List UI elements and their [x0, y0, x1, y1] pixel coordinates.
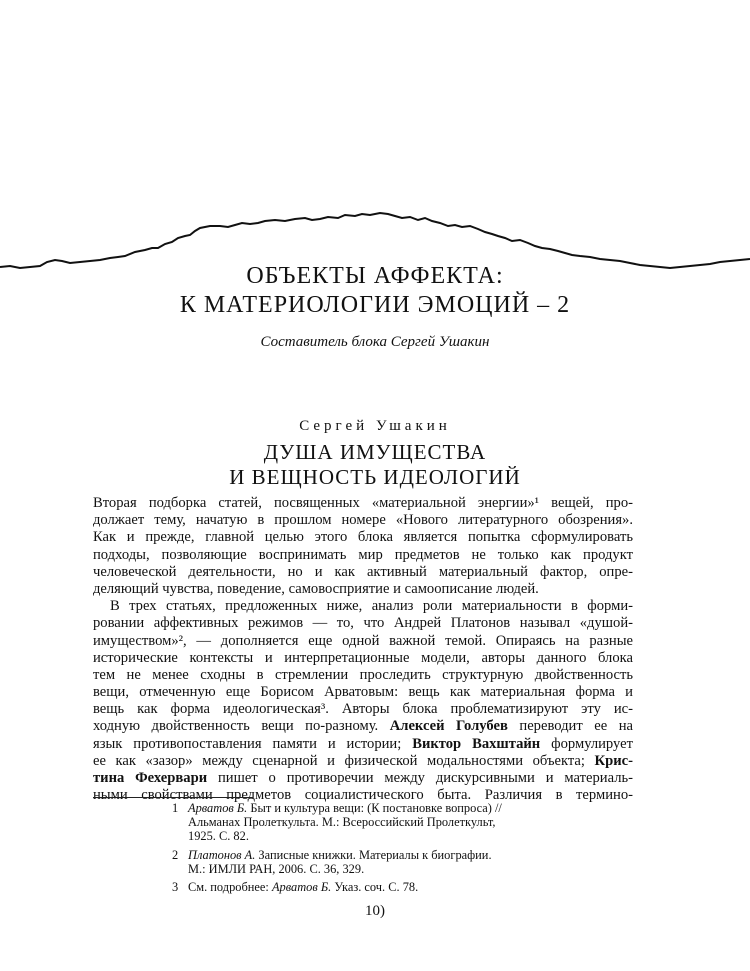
footnote-text: 1925. С. 82.	[188, 829, 249, 844]
body-line	[93, 753, 633, 770]
body-line	[93, 547, 633, 564]
block-title-line-2: К МАТЕРИОЛОГИИ ЭМОЦИЙ – 2	[179, 292, 571, 318]
footnote-text: М.: ИМЛИ РАН, 2006. С. 36, 329.	[188, 861, 365, 876]
page-number: 10)	[365, 903, 385, 919]
body-line	[93, 701, 633, 718]
footnote-author: Арватов Б.	[188, 801, 248, 815]
footnote-number: 3	[172, 880, 179, 895]
body-line	[93, 718, 633, 735]
body-text: формулирует	[540, 735, 633, 752]
footnote	[172, 848, 572, 876]
body-text: переводит ее на	[507, 718, 633, 735]
footnote-text: Альманах Пролеткульта. М.: Всероссийский Пролеткульт,	[188, 815, 496, 830]
footnote	[172, 801, 572, 844]
body-text: язык противопоставления памяти и истории;	[93, 735, 413, 752]
body-line	[93, 770, 633, 787]
body-text: исторические контексты и интерпретационные модели, авторы данного блока	[93, 649, 633, 666]
body-text: Вторая подборка статей, посвященных «материальной энергии»¹ вещей, про-	[93, 495, 633, 511]
body-text: В трех статьях, предложенных ниже, анализ роли материальности в форми-	[110, 598, 633, 615]
body-text: пишет о противоречии между дискурсивными и материаль-	[207, 770, 633, 786]
body-line	[93, 598, 633, 615]
body-line	[93, 512, 633, 529]
body-line	[93, 495, 633, 512]
body-line	[93, 615, 633, 632]
article-title-line-2: И ВЕЩНОСТЬ ИДЕОЛОГИЙ	[229, 465, 521, 489]
block-title	[0, 262, 750, 320]
body-line	[93, 633, 633, 650]
body-text: ходную двойственность вещи по-разному.	[93, 718, 390, 735]
footnote-text: Быт и культура вещи: (К постановке вопроса) //	[247, 801, 502, 815]
footnote-author: Арватов Б.	[271, 880, 332, 895]
body-line	[93, 650, 633, 667]
author-name: Виктор Вахштайн	[412, 735, 541, 752]
footnote-author: Платонов А.	[188, 847, 256, 862]
footnote	[172, 880, 572, 894]
body-line	[93, 667, 633, 684]
article-title-line-1: ДУША ИМУЩЕСТВА	[263, 440, 487, 464]
article-title	[0, 440, 750, 490]
article-author: Сергей Ушакин	[299, 418, 451, 434]
body-text: подходы, позволяющие воспринимать мир предметов не только как продукт	[93, 546, 633, 563]
body-line	[93, 581, 633, 598]
body-text: деляющий чувства, поведение, самовосприятие и самоописание людей.	[93, 580, 539, 597]
body-text: ными свойствами предметов социалистического быта. Различия в термино-	[93, 787, 633, 804]
footnote-divider	[93, 797, 253, 798]
body-line	[93, 564, 633, 581]
body-line	[93, 736, 633, 753]
body-line	[93, 529, 633, 546]
author-name: тина Фехервари	[93, 770, 208, 786]
author-name: Крис-	[594, 752, 633, 769]
block-compiler: Составитель блока Сергей Ушакин	[260, 334, 490, 350]
article-body	[93, 495, 633, 804]
block-title-line-1: ОБЪЕКТЫ АФФЕКТА:	[246, 263, 504, 289]
body-text: Как и прежде, главной целью этого блока является попытка сформулировать	[93, 529, 633, 546]
footnotes	[172, 801, 572, 898]
body-line	[93, 684, 633, 701]
body-text: вещь как форма идеологическая³. Авторы блока проблематизируют эту ис-	[93, 701, 633, 718]
body-text: имуществом»², — дополняется еще одной важной темой. Опираясь на разные	[93, 632, 633, 649]
body-text: ровании аффективных режимов — то, что Андрей Платонов называл «душой-	[93, 615, 633, 632]
body-text: человеческой деятельности, но и как активный материальный фактор, опре-	[93, 563, 633, 580]
footnote-text: Записные книжки. Материалы к биографии.	[255, 847, 492, 862]
body-text: ее как «зазор» между сценарной и физической модальностями объекта;	[93, 752, 595, 769]
footnote-number: 1	[172, 801, 179, 815]
author-name: Алексей Голубев	[389, 718, 508, 735]
body-text: должает тему, начатую в прошлом номере «Нового литературного обозрения».	[93, 512, 633, 529]
body-text: вещи, отмеченную еще Борисом Арватовым: вещь как материальная форма и	[93, 684, 633, 701]
footnote-number: 2	[172, 847, 179, 862]
footnote-text: Указ. соч. С. 78.	[331, 880, 419, 895]
body-text: тем не менее сходны в стремлении проследить структурную двойственность	[93, 666, 633, 683]
footnote-prefix: См. подробнее:	[188, 880, 272, 895]
